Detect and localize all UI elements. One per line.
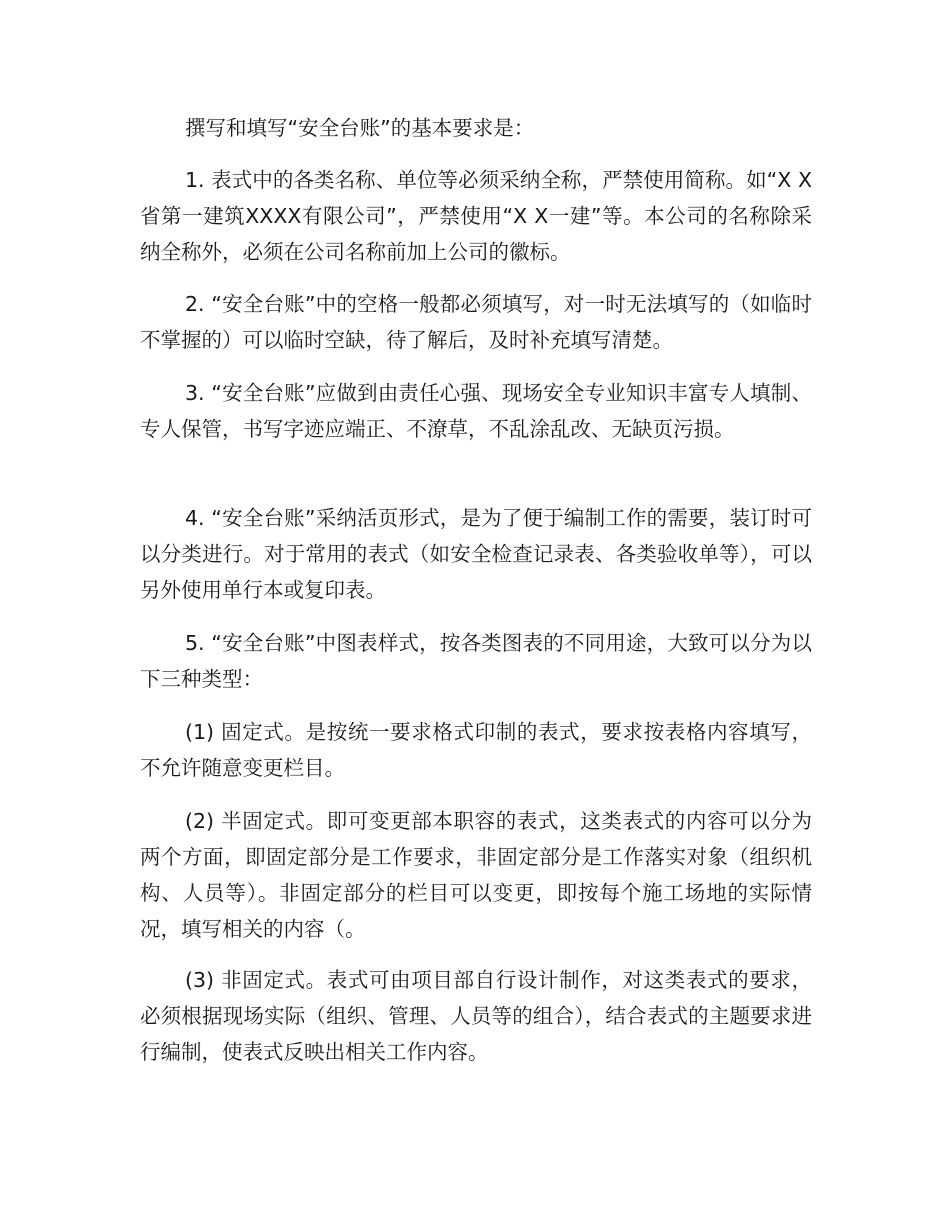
paragraph-1: 1. 表式中的各类名称、单位等必须采纳全称，严禁使用简称。如“X X 省第一建筑XXXX有限公司”，严禁使用“X X一建”等。本公司的名称除采纳全称外，必须在公司名称前加上公司的徽标。 [140,168,812,264]
paragraph-3: 3. “安全台账”应做到由责任心强、现场安全专业知识丰富专人填制、专人保管，书写字迹应端正、不潦草，不乱涂乱改、无缺页污损。 [140,381,812,441]
paragraph-8: (3) 非固定式。表式可由项目部自行设计制作，对这类表式的要求，必须根据现场实际（组织、管理、人员等的组合），结合表式的主题要求进行编制，使表式反映出相关工作内容。 [140,968,812,1064]
paragraph-5: 5. “安全台账”中图表样式，按各类图表的不同用途，大致可以分为以下三种类型： [140,631,812,691]
paragraph-6: (1) 固定式。是按统一要求格式印制的表式，要求按表格内容填写，不允许随意变更栏目。 [140,720,812,780]
paragraph-2: 2. “安全台账”中的空格一般都必须填写，对一时无法填写的（如临时不掌握的）可以临时空缺，待了解后，及时补充填写清楚。 [140,292,812,352]
paragraph-4: 4. “安全台账”采纳活页形式，是为了便于编制工作的需要，装订时可以分类进行。对于常用的表式（如安全检查记录表、各类验收单等），可以另外使用单行本或复印表。 [140,506,812,602]
paragraph-7: (2) 半固定式。即可变更部本职容的表式，这类表式的内容可以分为两个方面，即固定部分是工作要求，非固定部分是工作落实对象（组织机构、人员等）。非固定部分的栏目可以变更，即按每个施工场地的实际情况，填写相关的内容（。 [140,809,812,941]
intro-paragraph: 撰写和填写“安全台账”的基本要求是： [185,116,535,140]
